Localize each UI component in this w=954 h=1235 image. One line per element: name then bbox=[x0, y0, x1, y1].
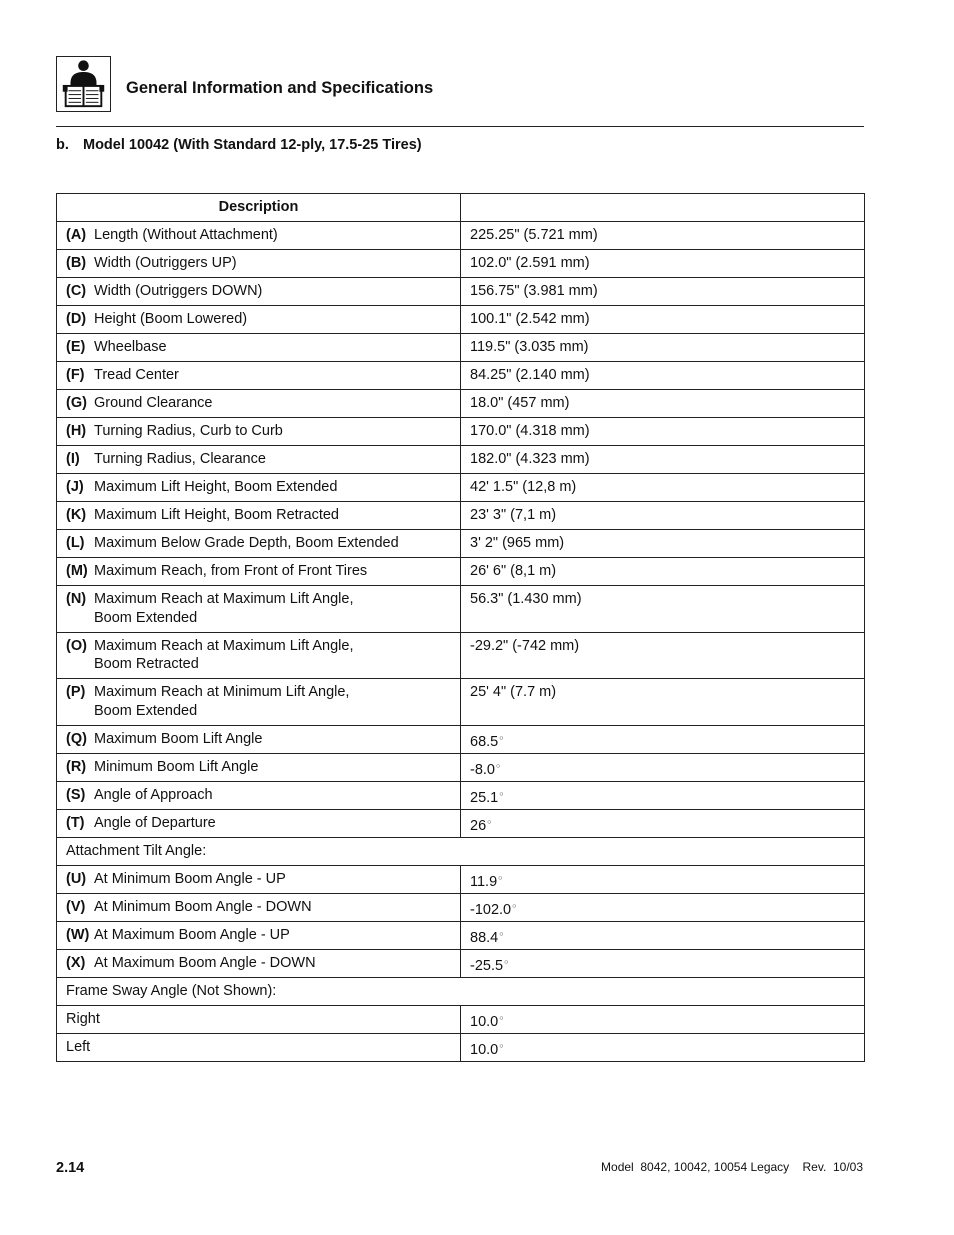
dimension-description: Right bbox=[66, 1010, 100, 1027]
dimension-description: At Maximum Boom Angle - UP bbox=[94, 926, 290, 943]
table-row bbox=[57, 753, 865, 781]
table-cell-description bbox=[57, 418, 461, 446]
dimension-description: Ground Clearance bbox=[94, 395, 213, 411]
degree-symbol-icon: ○ bbox=[487, 818, 492, 826]
dimension-description: Wheelbase bbox=[94, 339, 167, 355]
dimension-code: (Q) bbox=[66, 730, 87, 747]
read-manual-icon bbox=[56, 56, 111, 112]
table-cell-value bbox=[461, 502, 865, 530]
dimension-value: 84.25" (2.140 mm) bbox=[470, 367, 590, 383]
dimension-description: Maximum Below Grade Depth, Boom Extended bbox=[94, 535, 399, 551]
table-cell-value bbox=[461, 679, 865, 726]
table-cell-description bbox=[57, 679, 461, 726]
table-cell-value bbox=[461, 390, 865, 418]
table-row bbox=[57, 1033, 865, 1061]
table-cell-value bbox=[461, 725, 865, 753]
dimension-code: (K) bbox=[66, 507, 87, 523]
table-row bbox=[57, 679, 865, 726]
dimension-description: Maximum Reach, from Front of Front Tires bbox=[94, 563, 368, 579]
table-cell-value bbox=[461, 222, 865, 250]
dimension-value: 182.0" (4.323 mm) bbox=[470, 451, 590, 467]
table-cell-value bbox=[461, 1033, 865, 1061]
table-cell-value bbox=[461, 921, 865, 949]
table-section-label: Frame Sway Angle (Not Shown): bbox=[57, 977, 865, 1005]
table-cell-value bbox=[461, 474, 865, 502]
dimension-description: Maximum Reach at Minimum Lift Angle, bbox=[94, 684, 350, 700]
table-row bbox=[57, 586, 865, 633]
dimension-description: At Maximum Boom Angle - DOWN bbox=[94, 954, 316, 971]
dimension-value: 3' 2" (965 mm) bbox=[470, 535, 565, 551]
table-cell-description bbox=[57, 390, 461, 418]
table-cell-description bbox=[57, 558, 461, 586]
dimension-value: 18.0" (457 mm) bbox=[470, 395, 570, 411]
table-row bbox=[57, 306, 865, 334]
dimension-value: 100.1" (2.542 mm) bbox=[470, 311, 590, 327]
table-cell-value bbox=[461, 530, 865, 558]
dimension-value: 56.3" (1.430 mm) bbox=[470, 591, 582, 607]
dimension-code: (A) bbox=[66, 227, 87, 243]
table-row bbox=[57, 278, 865, 306]
table-row bbox=[57, 725, 865, 753]
dimension-description-line2: Boom Extended bbox=[94, 702, 198, 719]
header-divider bbox=[56, 126, 864, 127]
table-row bbox=[57, 865, 865, 893]
degree-symbol-icon: ○ bbox=[499, 790, 504, 798]
dimension-description-line2: Boom Retracted bbox=[94, 656, 199, 672]
table-cell-description bbox=[57, 921, 461, 949]
table-row bbox=[57, 390, 865, 418]
table-row bbox=[57, 334, 865, 362]
table-cell-value bbox=[461, 586, 865, 633]
table-row bbox=[57, 809, 865, 837]
table-cell-description bbox=[57, 362, 461, 390]
dimension-value: 119.5" (3.035 mm) bbox=[470, 339, 589, 355]
table-cell-value bbox=[461, 632, 865, 679]
dimension-value: -29.2" (-742 mm) bbox=[470, 637, 580, 654]
dimension-code: (U) bbox=[66, 870, 87, 887]
specifications-table bbox=[56, 193, 865, 1062]
dimension-description: At Minimum Boom Angle - UP bbox=[94, 870, 286, 887]
table-cell-description bbox=[57, 334, 461, 362]
dimension-description: Maximum Reach at Maximum Lift Angle, bbox=[94, 637, 354, 654]
dimension-description: Maximum Boom Lift Angle bbox=[94, 730, 263, 747]
table-section-label: Attachment Tilt Angle: bbox=[57, 837, 865, 865]
table-cell-value bbox=[461, 362, 865, 390]
table-cell-value bbox=[461, 809, 865, 837]
table-row bbox=[57, 893, 865, 921]
table-cell-description bbox=[57, 632, 461, 679]
dimension-code: (J) bbox=[66, 479, 84, 495]
dimension-code: (L) bbox=[66, 535, 85, 551]
dimension-value: 156.75" (3.981 mm) bbox=[470, 283, 598, 299]
dimension-code: (X) bbox=[66, 954, 86, 971]
dimension-description: Angle of Departure bbox=[94, 814, 216, 831]
table-cell-description bbox=[57, 781, 461, 809]
dimension-code: (T) bbox=[66, 814, 85, 831]
table-cell-value bbox=[461, 306, 865, 334]
table-row bbox=[57, 781, 865, 809]
table-row bbox=[57, 474, 865, 502]
dimension-code: (O) bbox=[66, 637, 87, 654]
degree-symbol-icon: ○ bbox=[512, 902, 517, 910]
dimension-description: Minimum Boom Lift Angle bbox=[94, 758, 259, 775]
dimension-value: 170.0" (4.318 mm) bbox=[470, 423, 590, 439]
dimension-description: Maximum Lift Height, Boom Retracted bbox=[94, 507, 339, 523]
table-cell-description bbox=[57, 1005, 461, 1033]
table-row bbox=[57, 446, 865, 474]
specifications-table-body bbox=[57, 194, 865, 1062]
table-row bbox=[57, 530, 865, 558]
dimension-code: (F) bbox=[66, 367, 85, 383]
table-cell-description bbox=[57, 893, 461, 921]
table-cell-description bbox=[57, 586, 461, 633]
dimension-value: 23' 3" (7,1 m) bbox=[470, 507, 557, 523]
table-row bbox=[57, 558, 865, 586]
column-header-value bbox=[461, 194, 865, 222]
table-cell-value bbox=[461, 753, 865, 781]
dimension-description: Angle of Approach bbox=[94, 786, 213, 803]
table-cell-value bbox=[461, 558, 865, 586]
table-row bbox=[57, 949, 865, 977]
dimension-code: (C) bbox=[66, 283, 87, 299]
table-cell-description bbox=[57, 250, 461, 278]
page-header-title: General Information and Specifications bbox=[126, 79, 434, 97]
table-cell-description bbox=[57, 222, 461, 250]
table-cell-value bbox=[461, 334, 865, 362]
table-cell-value bbox=[461, 278, 865, 306]
dimension-code: (P) bbox=[66, 684, 86, 700]
degree-symbol-icon: ○ bbox=[498, 874, 503, 882]
dimension-code: (H) bbox=[66, 423, 87, 439]
table-cell-description bbox=[57, 446, 461, 474]
degree-symbol-icon: ○ bbox=[499, 1014, 504, 1022]
dimension-value: 10.0 bbox=[470, 1013, 499, 1030]
dimension-description: Turning Radius, Clearance bbox=[94, 451, 266, 467]
dimension-code: (D) bbox=[66, 311, 87, 327]
table-section-row bbox=[57, 977, 865, 1005]
dimension-description: Width (Outriggers UP) bbox=[94, 255, 237, 271]
dimension-description: Turning Radius, Curb to Curb bbox=[94, 423, 283, 439]
table-row bbox=[57, 632, 865, 679]
table-cell-description bbox=[57, 278, 461, 306]
dimension-description: Height (Boom Lowered) bbox=[94, 311, 248, 327]
dimension-code: (N) bbox=[66, 591, 87, 607]
section-letter: b. bbox=[56, 137, 69, 153]
table-row bbox=[57, 418, 865, 446]
table-cell-description bbox=[57, 530, 461, 558]
dimension-code: (B) bbox=[66, 255, 87, 271]
dimension-description: Length (Without Attachment) bbox=[94, 227, 278, 243]
dimension-code: (I) bbox=[66, 451, 80, 467]
dimension-value: -102.0 bbox=[470, 901, 512, 918]
dimension-description: Tread Center bbox=[94, 367, 179, 383]
column-header-description: Description bbox=[57, 194, 461, 222]
table-cell-value bbox=[461, 865, 865, 893]
dimension-description: Left bbox=[66, 1038, 91, 1055]
page-number: 2.14 bbox=[56, 1160, 85, 1176]
dimension-code: (R) bbox=[66, 758, 87, 775]
table-row bbox=[57, 362, 865, 390]
degree-symbol-icon: ○ bbox=[499, 930, 504, 938]
dimension-value: 11.9 bbox=[470, 873, 498, 890]
table-cell-value bbox=[461, 446, 865, 474]
dimension-value: 26' 6" (8,1 m) bbox=[470, 563, 557, 579]
dimension-code: (W) bbox=[66, 926, 90, 943]
degree-symbol-icon: ○ bbox=[504, 958, 509, 966]
table-cell-description bbox=[57, 1033, 461, 1061]
table-section-row bbox=[57, 837, 865, 865]
table-row bbox=[57, 921, 865, 949]
table-cell-description bbox=[57, 865, 461, 893]
table-header-row bbox=[57, 194, 865, 222]
footer-model-revision: Model 8042, 10042, 10054 Legacy Rev. 10/03 bbox=[601, 1160, 863, 1174]
table-cell-description bbox=[57, 949, 461, 977]
dimension-code: (V) bbox=[66, 898, 86, 915]
dimension-code: (G) bbox=[66, 395, 87, 411]
degree-symbol-icon: ○ bbox=[496, 762, 501, 770]
dimension-description: At Minimum Boom Angle - DOWN bbox=[94, 898, 312, 915]
table-cell-value bbox=[461, 1005, 865, 1033]
table-cell-value bbox=[461, 781, 865, 809]
table-row bbox=[57, 502, 865, 530]
dimension-value: 68.5 bbox=[470, 733, 499, 750]
dimension-value: 88.4 bbox=[470, 929, 499, 946]
table-cell-description bbox=[57, 809, 461, 837]
table-cell-value bbox=[461, 949, 865, 977]
table-cell-description bbox=[57, 502, 461, 530]
dimension-value: 25' 4" (7.7 m) bbox=[470, 684, 557, 700]
degree-symbol-icon: ○ bbox=[499, 734, 504, 742]
dimension-value: 26 bbox=[470, 817, 487, 834]
dimension-value: -25.5 bbox=[470, 957, 504, 974]
dimension-value: 10.0 bbox=[470, 1041, 499, 1058]
dimension-value: 225.25" (5.721 mm) bbox=[470, 227, 598, 243]
dimension-description: Width (Outriggers DOWN) bbox=[94, 283, 263, 299]
table-cell-value bbox=[461, 418, 865, 446]
table-cell-description bbox=[57, 725, 461, 753]
dimension-value: 42' 1.5" (12,8 m) bbox=[470, 479, 577, 495]
dimension-value: 25.1 bbox=[470, 789, 499, 806]
table-cell-description bbox=[57, 753, 461, 781]
dimension-description: Maximum Reach at Maximum Lift Angle, bbox=[94, 591, 354, 607]
table-cell-value bbox=[461, 250, 865, 278]
dimension-code: (M) bbox=[66, 563, 88, 579]
degree-symbol-icon: ○ bbox=[499, 1042, 504, 1050]
dimension-value: 102.0" (2.591 mm) bbox=[470, 255, 590, 271]
dimension-description: Maximum Lift Height, Boom Extended bbox=[94, 479, 338, 495]
table-cell-description bbox=[57, 474, 461, 502]
table-row bbox=[57, 250, 865, 278]
dimension-code: (S) bbox=[66, 786, 86, 803]
table-cell-value bbox=[461, 893, 865, 921]
section-title: Model 10042 (With Standard 12-ply, 17.5-25 Tires) bbox=[83, 137, 422, 153]
table-row bbox=[57, 222, 865, 250]
table-row bbox=[57, 1005, 865, 1033]
dimension-description-line2: Boom Extended bbox=[94, 609, 198, 626]
table-cell-description bbox=[57, 306, 461, 334]
dimension-code: (E) bbox=[66, 339, 86, 355]
dimension-value: -8.0 bbox=[470, 761, 495, 778]
